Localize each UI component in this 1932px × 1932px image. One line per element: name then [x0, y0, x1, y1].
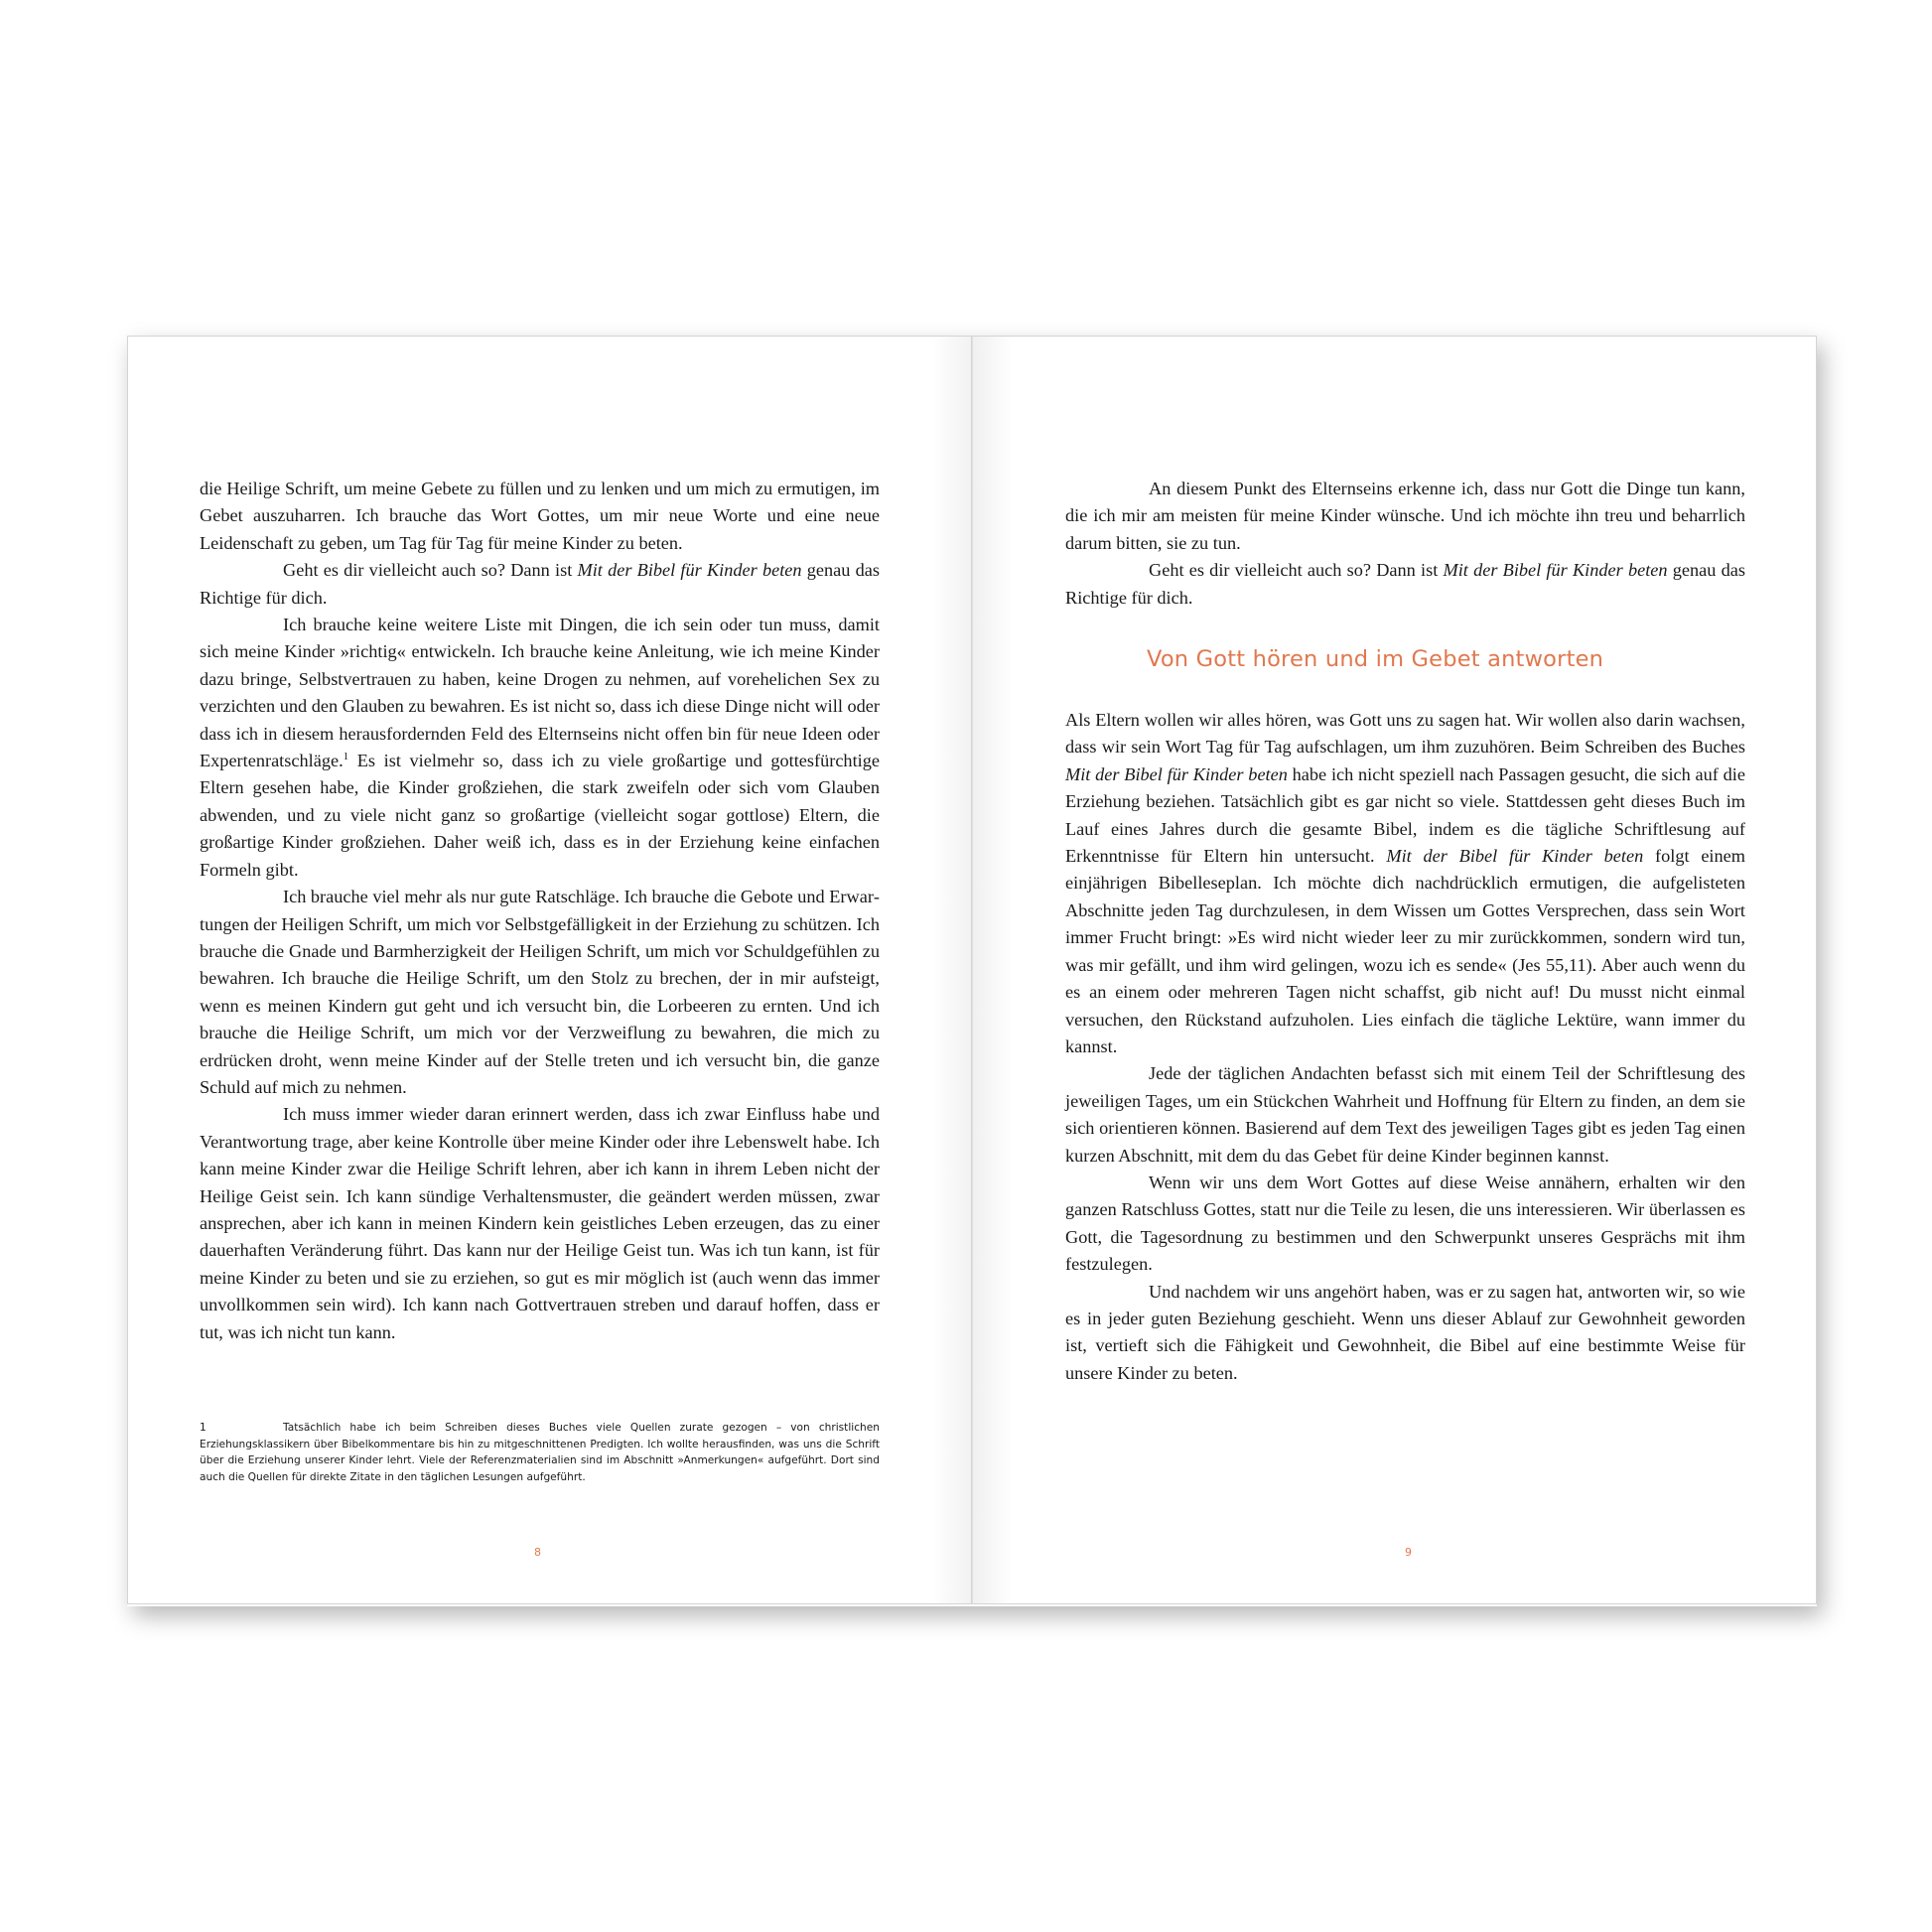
left-page: [127, 336, 972, 1604]
footnote-number: 1: [200, 1422, 207, 1434]
right-paragraphs-after: [1065, 707, 1745, 1387]
book-spread: [127, 336, 1817, 1606]
paragraph: An diesem Punkt des Elternseins erkenne ich, dass nur Gott die Dinge tun kann, die ich mir am meisten für meine Kinder wünsche. Und ich möchte ihn treu und beharrlich darum bitten, sie zu tun.: [1065, 479, 1745, 553]
left-body-text: [200, 476, 880, 1346]
paragraph: Jede der täglichen Andachten befasst sich mit einem Teil der Schriftlesung des jeweiligen Tages, um ein Stückchen Wahrheit und Hoffnung für Eltern zu finden, an dem sie sich orientieren können. Basierend auf dem Text des jeweiligen Tages gibt es jeden Tag einen kurzen Abschnitt, mit dem du das Gebet für deine Kinder beginnen kannst.: [1065, 1063, 1745, 1166]
footnote-text: Tatsächlich habe ich beim Schreiben dieses Buches viele Quellen zurate gezogen – von christlichen Erziehungsklassikern über Bibelkommentare bis hin zu mitgeschnittenen Predigten. Ich wollte herausfinden, was uns die Schrift über die Erziehung unserer Kinder lehrt. Viele der Referenzmaterialien sind im Abschnitt »Anmerkungen« aufgeführt. Dort sind auch die Quellen für direkte Zitate in den täglichen Lesungen aufgeführt.: [200, 1422, 880, 1483]
section-heading: Von Gott hören und im Gebet antworten: [1147, 646, 1604, 673]
paragraph: Wenn wir uns dem Wort Gottes auf diese Weise annähern, erhalten wir den ganzen Ratschluss Gottes, statt nur die Teile zu lesen, die uns interessieren. Wir überlassen es Gott, die Tagesordnung zu bestimmen und den Schwerpunkt unseres Gesprächs mit ihm festzulegen.: [1065, 1172, 1745, 1275]
paragraph: Geht es dir vielleicht auch so? Dann ist Mit der Bibel für Kinder beten genau das Richtige für dich.: [200, 560, 880, 608]
paragraph: Und nachdem wir uns angehört haben, was er zu sagen hat, antworten wir, so wie es in jeder guten Beziehung geschieht. Wenn uns dieser Ablauf zur Gewohnheit geworden ist, vertieft sich die Fähigkeit und Gewohnheit, die Bibel auf eine bestimmte Weise für unsere Kinder zu beten.: [1065, 1281, 1745, 1383]
paragraph: Als Eltern wollen wir alles hören, was Gott uns zu sagen hat. Wir wollen also darin wachsen, dass wir sein Wort Tag für Tag aufschlagen, um ihm zuzuhören. Beim Schreiben des Buches Mit der Bibel für Kinder beten habe ich nicht speziell nach Passagen gesucht, die sich auf die Erziehung beziehen. Tatsächlich gibt es gar nicht so viele. Stattdessen geht dieses Buch im Lauf eines Jahres durch die gesamte Bibel, indem es die tägliche Schriftlesung auf Erkenntnisse für Eltern hin untersucht. Mit der Bibel für Kinder beten folgt einem einjährigen Bibelleseplan. Ich möchte dich nachdrücklich ermutigen, die aufgelisteten Abschnitte jeden Tag durchzulesen, in dem Wissen um Gottes Versprechen, dass sein Wort immer Frucht bringt: »Es wird nicht wieder leer zu mir zurückkommen, sondern wird tun, was mir gefällt, und ihm wird gelingen, wozu ich es sende« (Jes 55,11). Aber auch wenn du es an einem oder mehreren Tagen nicht schaffst, gib nicht auf! Du musst nicht einmal versuchen, den Rückstand aufzuholen. Lies einfach die tägliche Lektüre, wann immer du kannst.: [1065, 710, 1745, 1056]
book-title: Mit der Bibel für Kinder beten: [577, 560, 802, 581]
footnote: [200, 1420, 880, 1485]
page-number-right: 9: [1405, 1546, 1412, 1559]
right-paragraphs-before: [1065, 476, 1745, 612]
right-body-text: [1065, 476, 1745, 1387]
right-page: [972, 336, 1817, 1604]
gutter-shadow: [931, 337, 971, 1603]
paragraph: Geht es dir vielleicht auch so? Dann ist Mit der Bibel für Kinder beten genau das Richtige für dich.: [1065, 560, 1745, 608]
page-number-left: 8: [534, 1546, 541, 1559]
gutter-shadow: [973, 337, 1013, 1603]
paragraph: Ich brauche keine weitere Liste mit Dingen, die ich sein oder tun muss, damit sich meine Kinder »richtig« entwickeln. Ich brauche keine Anleitung, wie ich meine Kinder dazu bringe, Selbstvertrauen zu haben, keine Drogen zu nehmen, auf vorehelichen Sex zu verzichten und den Glauben zu bewahren. Es ist nicht so, dass ich diese Dinge nicht will oder dass ich in diesem herausfordernden Feld des Elternseins nicht offen bin für neue Ideen oder Expertenratschläge.$^1$ Es ist vielmehr so, dass ich zu viele großartige und gottesfürchtige Eltern gesehen habe, die Kinder großziehen, die stark zweifeln oder sich vom Glauben abwenden, und zu viele nicht ganz so großartige (vielleicht sogar gottlose) Eltern, die großartige Kinder großziehen. Daher weiß ich, dass es in der Erziehung keine einfachen Formeln gibt.: [200, 615, 880, 880]
footnote-ref: 1: [343, 750, 349, 762]
book-title: Mit der Bibel für Kinder beten: [1443, 560, 1668, 581]
paragraph: Ich brauche viel mehr als nur gute Ratschläge. Ich brauche die Gebote und Erwartungen der Heiligen Schrift, um mich vor Selbstgefälligkeit in der Erziehung zu schützen. Ich brauche die Gnade und Barmherzigkeit der Heiligen Schrift, um mich vor Schuldgefühlen zu bewahren. Ich brauche die Heilige Schrift, um den Stolz zu brechen, der in mir aufsteigt, wenn es meinen Kindern gut geht und ich versucht bin, die Lorbeeren zu ernten. Und ich brauche die Heilige Schrift, um mich vor der Verzweiflung zu bewahren, die mich zu erdrücken droht, wenn meine Kinder auf der Stelle treten und ich versucht bin, die ganze Schuld auf mich zu nehmen.: [200, 887, 881, 1097]
book-title: Mit der Bibel für Kinder beten: [1386, 846, 1644, 867]
book-title: Mit der Bibel für Kinder beten: [1065, 763, 1288, 784]
paragraph: die Heilige Schrift, um meine Gebete zu füllen und zu lenken und um mich zu ermutigen, im Gebet auszuharren. Ich brauche das Wort Gottes, um mir neue Worte und eine neue Leidenschaft zu geben, um Tag für Tag für meine Kinder zu beten.: [200, 479, 880, 553]
paragraph: Ich muss immer wieder daran erinnert werden, dass ich zwar Einfluss habe und Verantwortung trage, aber keine Kontrolle über meine Kinder oder ihre Lebenswelt habe. Ich kann meine Kinder zwar die Heilige Schrift lehren, aber ich kann in ihrem Leben nicht der Heilige Geist sein. Ich kann sündige Verhaltensmuster, die geändert werden müssen, zwar ansprechen, aber ich kann in meinen Kindern kein geistliches Leben erzeugen, das zu einer dauerhaften Veränderung führt. Das kann nur der Heilige Geist tun. Was ich tun kann, ist für meine Kinder zu beten und sie zu erziehen, so gut es mir möglich ist (auch wenn das immer unvollkommen sein wird). Ich kann nach Gottvertrauen streben und darauf hoffen, dass er tut, was ich nicht tun kann.: [200, 1104, 880, 1342]
